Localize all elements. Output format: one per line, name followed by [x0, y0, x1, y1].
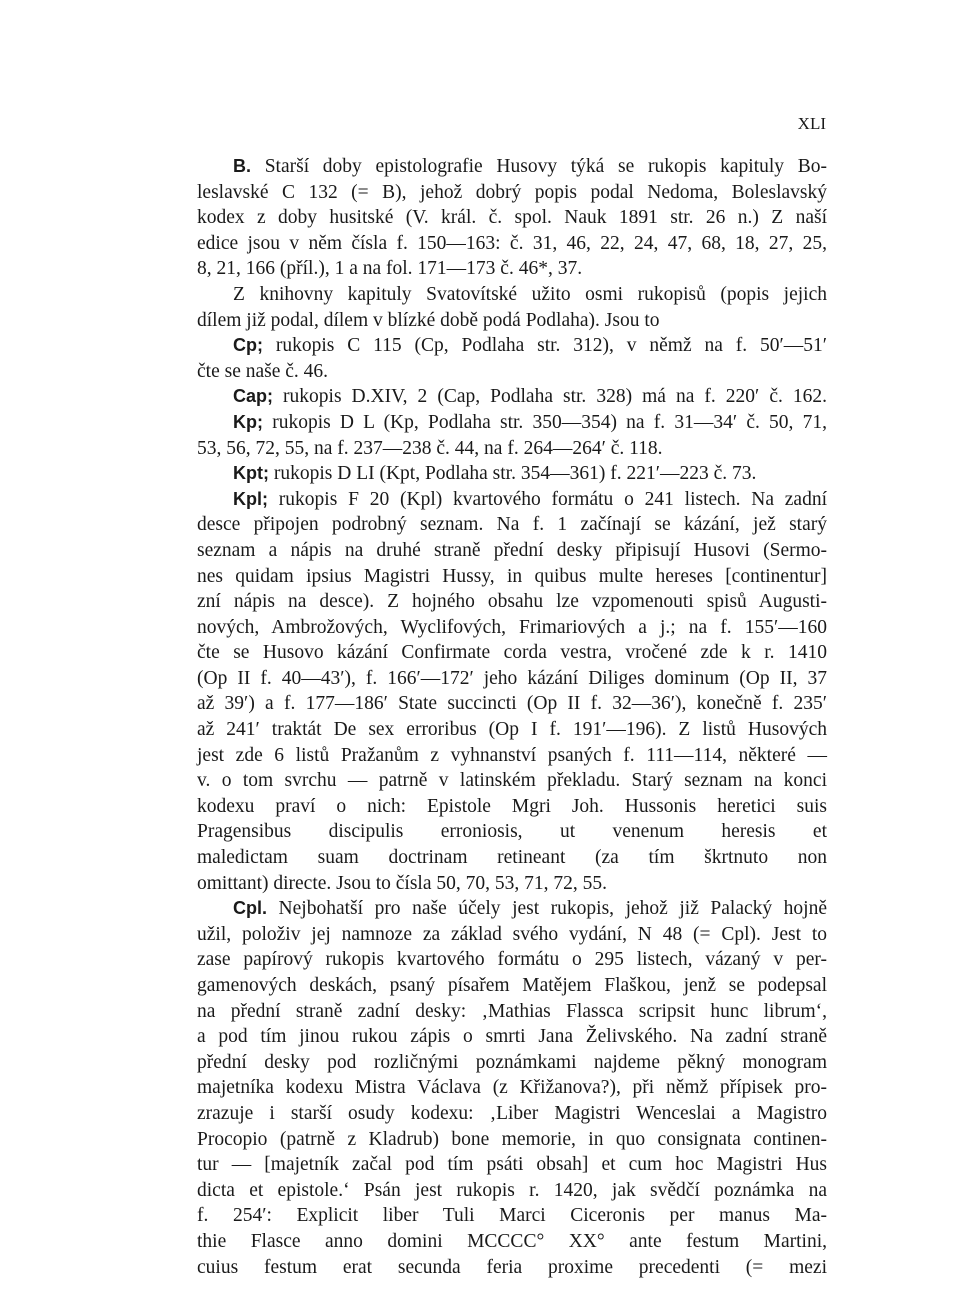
text-line: Kpl; rukopis F 20 (Kpl) kvartového formátu o 241 listech. Na zadní — [233, 488, 827, 510]
text-line: kodex z doby husitské (V. král. č. spol. Nauk 1891 str. 26 n.) Z naší — [197, 207, 827, 229]
text-line: zase papírový rukopis kvartového formátu o 295 listech, vázaný v per- — [197, 949, 827, 971]
text-line: majetníka kodexu Mistra Václava (z Křižanova?), při němž přípisek pro- — [197, 1077, 827, 1099]
text-line: Procopio (patrně z Kladrub) bone memorie, in quo consignata continen- — [197, 1128, 827, 1150]
text-line: f. 254′: Explicit liber Tuli Marci Ciceronis per manus Ma- — [197, 1205, 827, 1227]
siglum-label: Kpl; — [233, 488, 268, 509]
text-line: užil, položiv jej namnoze za základ svého vydání, N 48 (= Cpl). Jest to — [197, 923, 827, 945]
siglum-label: Kpt; — [233, 463, 269, 484]
text-line: 8, 21, 166 (příl.), 1 a na fol. 171—173 č. 46*, 37. — [197, 258, 583, 280]
siglum-label: Cap; — [233, 386, 273, 407]
text-line: dicta et epistole.‘ Psán jest rukopis r. 1420, jak svědčí poznámka na — [197, 1179, 827, 1201]
text-line: leslavské C 132 (= B), jehož dobrý popis podal Nedoma, Boleslavský — [197, 181, 827, 203]
siglum-label: B. — [233, 156, 251, 176]
text-line: cuius festum erat secunda feria proxime precedenti (= mezi — [197, 1256, 827, 1278]
text-line: Kp; rukopis D L (Kp, Podlaha str. 350—354) na f. 31—34′ č. 50, 71, — [233, 411, 827, 433]
text-line: jest zde 6 listů Pražanům z vyhnanství psaných f. 111—114, některé — — [197, 744, 827, 766]
text-line: Cpl. Nejbohatší pro naše účely jest rukopis, jehož již Palacký hojně — [233, 898, 827, 920]
text-line: na přední straně zadní desky: ‚Mathias Flassca scripsit hunc librum‘, — [197, 1000, 827, 1022]
text-line: až 241′ traktát De sex erroribus (Op I f. 191′—196). Z listů Husových — [197, 719, 827, 741]
text-line — [197, 1280, 827, 1306]
siglum-label: Cpl. — [233, 898, 267, 919]
text-line: nových, Ambrožových, Wyclifových, Frimariových a j.; na f. 155′—160 — [197, 616, 827, 638]
text-line: zní nápis na desce). Z hojného obsahu lze vzpomenouti spisů Augusti- — [197, 591, 827, 613]
text-line: v. o tom svrchu — patrně v latinském překladu. Starý seznam na konci — [197, 770, 827, 792]
text-line: a pod tím jinou rukou zápis o smrti Jana Želivského. Na zadní straně — [197, 1026, 827, 1048]
body-text — [197, 154, 827, 1306]
text-line: Kpt; rukopis D LI (Kpt, Podlaha str. 354—361) f. 221′—223 č. 73. — [233, 463, 757, 485]
text-line: (Op II f. 40—43′), f. 166′—172′ jeho kázání Diliges dominum (Op II, 37 — [197, 667, 827, 689]
text-line: maledictam suam doctrinam retineant (za tím škrtnuto non — [197, 847, 827, 869]
text-line: gamenových deskách, psaný písařem Matějem Flaškou, jenž se podepsal — [197, 975, 827, 996]
text-line: Cp; rukopis C 115 (Cp, Podlaha str. 312), v němž na f. 50′—51′ — [233, 335, 827, 357]
text-line: čte se naše č. 46. — [197, 360, 329, 382]
page-number: XLI — [797, 114, 826, 133]
siglum-label: Kp; — [233, 411, 263, 432]
siglum-label: Cp; — [233, 335, 263, 356]
text-line: 53, 56, 72, 55, na f. 237—238 č. 44, na f. 264—264′ č. 118. — [197, 437, 663, 459]
text-line: dílem již podal, dílem v blízké době podá Podlaha). Jsou to — [197, 309, 660, 331]
text-line: nes quidam ipsius Magistri Hussy, in quibus multe hereses [continentur] — [197, 565, 827, 587]
text-line: Cap; rukopis D.XIV, 2 (Cap, Podlaha str. 328) má na f. 220′ č. 162. — [233, 386, 827, 408]
text-line: edice jsou v něm čísla f. 150—163: č. 31, 46, 22, 24, 47, 68, 18, 27, 25, — [197, 232, 827, 254]
text-line: až 39′) a f. 177—186′ State succincti (Op II f. 32—36′), konečně f. 235′ — [197, 693, 827, 715]
text-line: Z knihovny kapituly Svatovítské užito osmi rukopisů (popis jejich — [233, 283, 827, 305]
text-line: Pragensibus discipulis erroniosis, ut venenum heresis et — [197, 821, 827, 843]
text-line: tur — [majetník začal pod tím psáti obsah] et cum hoc Magistri Hus — [197, 1154, 827, 1176]
text-line: seznam a nápis na druhé straně přední desky připisují Husovi (Sermo- — [197, 539, 827, 561]
text-line: omittant) directe. Jsou to čísla 50, 70, 53, 71, 72, 55. — [197, 872, 607, 894]
text-line: kodexu praví o nich: Epistole Mgri Joh. Hussonis heretici suis — [197, 795, 827, 817]
text-line: B. Starší doby epistolografie Husovy týká se rukopis kapituly Bo- — [233, 156, 827, 177]
text-line: desce připojen podrobný seznam. Na f. 1 začínají se kázání, jež starý — [197, 514, 827, 536]
text-line: zrazuje i starší osudy kodexu: ‚Liber Magistri Wenceslai a Magistro — [197, 1102, 827, 1124]
text-line: čte se Husovo kázání Confirmate corda vestra, vročené zde k r. 1410 — [197, 642, 827, 664]
text-line: thie Flasce anno domini MCCCC° XX° ante festum Martini, — [197, 1230, 827, 1252]
text-line: přední desky pod rozličnými poznámkami najdeme pěkný monogram — [197, 1051, 827, 1073]
